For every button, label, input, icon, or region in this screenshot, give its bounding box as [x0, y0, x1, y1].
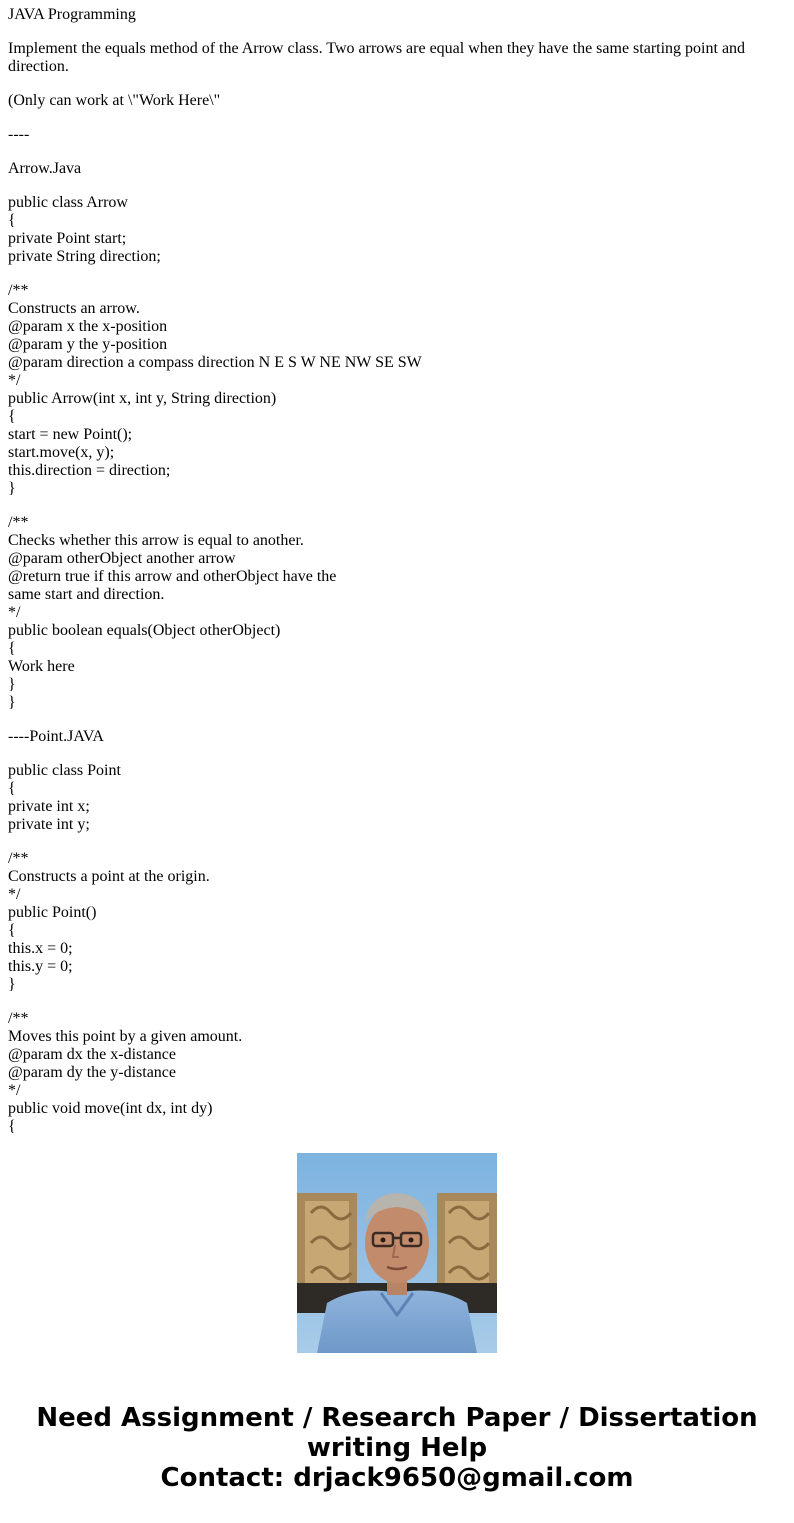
- point-class-header: [8, 762, 786, 834]
- code-line: Moves this point by a given amount.: [8, 1028, 243, 1045]
- code-line: public boolean equals(Object otherObject): [8, 622, 281, 639]
- note-text: (Only can work at \"Work Here\": [8, 92, 221, 109]
- arrow-constructor-block: [8, 282, 786, 498]
- author-avatar: [297, 1153, 497, 1353]
- code-line: @param y the y-position: [8, 336, 168, 353]
- code-line: private int x;: [8, 798, 90, 815]
- arrow-equals-block: [8, 514, 786, 712]
- code-line: private Point start;: [8, 230, 127, 247]
- code-line: private int y;: [8, 816, 90, 833]
- code-line: @param dx the x-distance: [8, 1046, 177, 1063]
- code-line: @param direction a compass direction N E S W NE NW SE SW: [8, 354, 422, 371]
- point-constructor-block: [8, 850, 786, 994]
- code-line: start = new Point();: [8, 426, 133, 443]
- code-line: Checks whether this arrow is equal to another.: [8, 532, 304, 549]
- code-line: {: [8, 922, 16, 939]
- code-line: private String direction;: [8, 248, 161, 265]
- code-line: /**: [8, 514, 29, 531]
- code-line: {: [8, 408, 16, 425]
- code-line: {: [8, 780, 16, 797]
- arrow-class-header: [8, 194, 786, 266]
- document-title: JAVA Programming: [8, 6, 136, 23]
- document-body: [8, 6, 786, 1135]
- contact-banner: [0, 1403, 794, 1493]
- code-line: {: [8, 640, 16, 657]
- code-line: public Point(): [8, 904, 97, 921]
- banner-contact-line: Contact: drjack9650@gmail.com: [160, 1463, 634, 1493]
- code-line: this.direction = direction;: [8, 462, 171, 479]
- instruction-text: Implement the equals method of the Arrow class. Two arrows are equal when they have the same starting point and direction.: [8, 40, 746, 75]
- code-line: public void move(int dx, int dy): [8, 1100, 213, 1117]
- code-line: public class Arrow: [8, 194, 128, 211]
- code-line: */: [8, 372, 21, 389]
- arrow-file-heading: Arrow.Java: [8, 160, 82, 177]
- code-line: /**: [8, 282, 29, 299]
- code-line: Work here: [8, 658, 75, 675]
- code-line: this.y = 0;: [8, 958, 73, 975]
- point-move-block: [8, 1010, 786, 1136]
- code-line: /**: [8, 850, 29, 867]
- banner-line-1: Need Assignment / Research Paper / Dissertation: [36, 1403, 758, 1433]
- code-line: @param otherObject another arrow: [8, 550, 236, 567]
- code-line: /**: [8, 1010, 29, 1027]
- code-line: Constructs a point at the origin.: [8, 868, 210, 885]
- separator: ----: [8, 126, 30, 143]
- author-portrait-image: [297, 1153, 497, 1353]
- code-line: }: [8, 676, 16, 693]
- code-line: @return true if this arrow and otherObject have the: [8, 568, 337, 585]
- code-line: }: [8, 694, 16, 711]
- code-line: public Arrow(int x, int y, String direction): [8, 390, 277, 407]
- code-line: }: [8, 480, 16, 497]
- code-line: @param x the x-position: [8, 318, 168, 335]
- code-line: start.move(x, y);: [8, 444, 115, 461]
- code-line: }: [8, 976, 16, 993]
- code-line: */: [8, 886, 21, 903]
- code-line: this.x = 0;: [8, 940, 73, 957]
- code-line: {: [8, 212, 16, 229]
- code-line: */: [8, 1082, 21, 1099]
- code-line: same start and direction.: [8, 586, 165, 603]
- code-line: {: [8, 1118, 16, 1135]
- code-line: @param dy the y-distance: [8, 1064, 177, 1081]
- code-line: Constructs an arrow.: [8, 300, 140, 317]
- point-file-heading: ----Point.JAVA: [8, 728, 104, 745]
- banner-line-2: writing Help: [306, 1433, 488, 1463]
- code-line: public class Point: [8, 762, 121, 779]
- code-line: */: [8, 604, 21, 621]
